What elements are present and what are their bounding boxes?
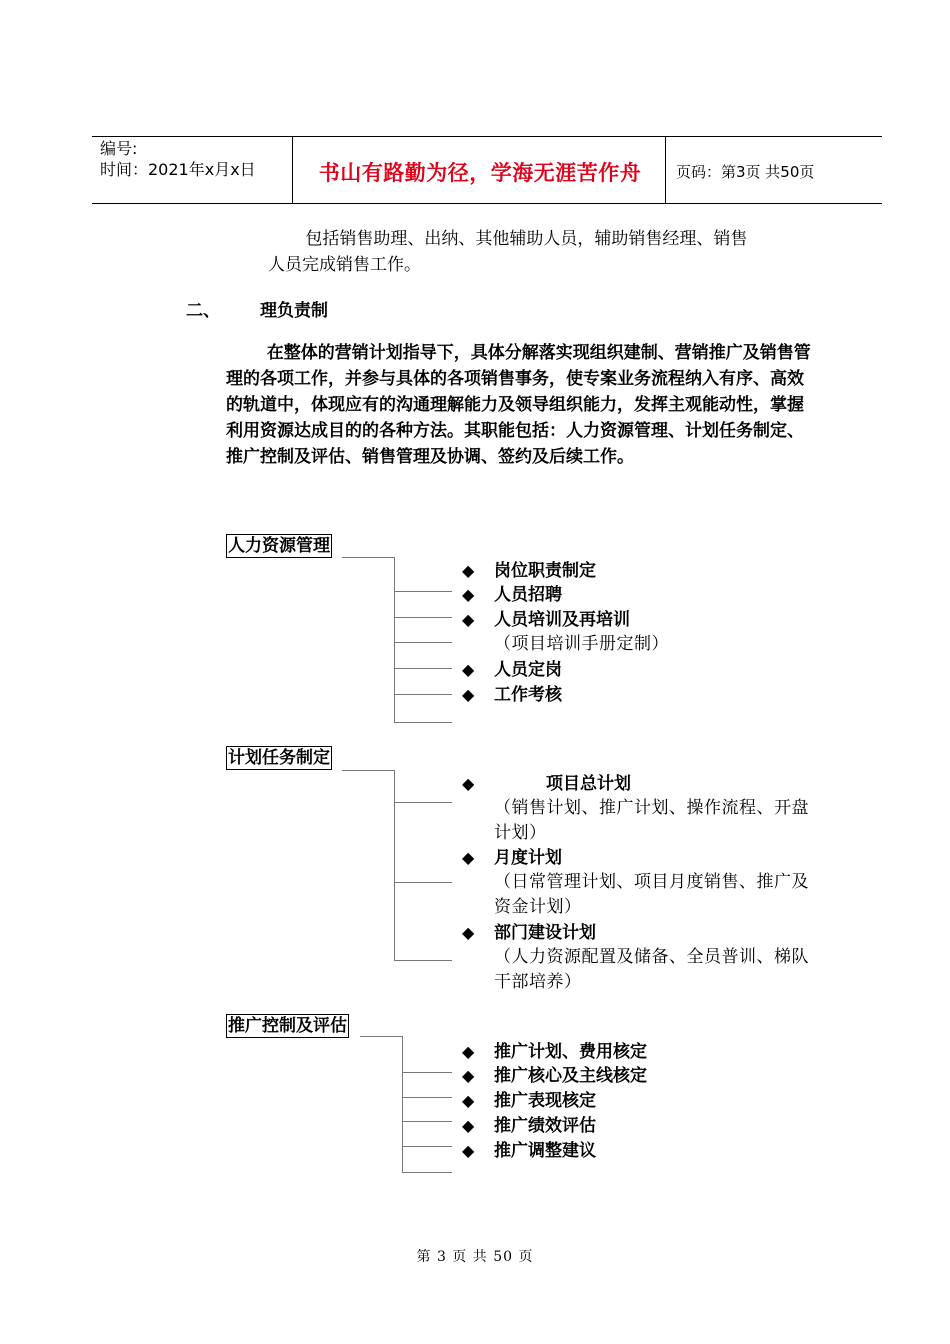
list-item: ◆ 推广核心及主线核定 <box>462 1063 647 1089</box>
diamond-bullet-icon: ◆ <box>462 585 475 604</box>
diamond-bullet-icon: ◆ <box>462 1042 475 1061</box>
tree-branch <box>394 591 452 592</box>
diamond-bullet-icon: ◆ <box>462 848 475 867</box>
list-item: ◆ 工作考核 <box>462 682 562 708</box>
diamond-bullet-icon: ◆ <box>462 923 475 942</box>
list-item: ◆ 人员定岗 <box>462 657 562 683</box>
header-divider-left <box>292 136 293 204</box>
diamond-bullet-icon: ◆ <box>462 660 475 679</box>
diamond-bullet-icon: ◆ <box>462 1141 475 1160</box>
item-note: （项目培训手册定制） <box>494 634 669 654</box>
list-item: ◆ 岗位职责制定 <box>462 558 596 584</box>
tree-branch <box>394 802 452 803</box>
tree-branch <box>402 1097 452 1098</box>
list-item: ◆ 月度计划 <box>462 845 562 871</box>
header-bottom-rule <box>92 203 882 204</box>
tree-branch <box>402 1121 452 1122</box>
diamond-bullet-icon: ◆ <box>462 610 475 629</box>
group-title-planning: 计划任务制定 <box>228 748 330 768</box>
item-note: （人力资源配置及储备、全员普训、梯队干部培养） <box>494 947 809 992</box>
tree-connector <box>342 770 394 771</box>
intro-line-2: 人员完成销售工作。 <box>268 255 421 275</box>
list-item: ◆ 推广绩效评估 <box>462 1113 596 1139</box>
list-item: ◆ 推广调整建议 <box>462 1138 596 1164</box>
tree-branch <box>394 960 452 961</box>
header-motto: 书山有路勤为径，学海无涯苦作舟 <box>318 160 642 185</box>
list-item: ◆ 人员培训及再培训 <box>462 607 630 633</box>
serial-label: 编号: <box>100 139 138 158</box>
item-note: （销售计划、推广计划、操作流程、开盘计划） <box>494 798 809 843</box>
tree-branch <box>402 1072 452 1073</box>
tree-trunk <box>394 770 395 960</box>
tree-branch <box>402 1172 452 1173</box>
intro-paragraph <box>268 226 816 278</box>
list-item: ◆ 人员招聘 <box>462 582 562 608</box>
group-title-hr: 人力资源管理 <box>228 536 330 556</box>
list-item: ◆ 项目总计划 <box>462 771 631 797</box>
section-number: 二、 <box>186 301 220 321</box>
list-item: ◆ 推广表现核定 <box>462 1088 596 1114</box>
tree-branch <box>402 1146 452 1147</box>
tree-branch <box>394 882 452 883</box>
header-top-rule <box>92 136 882 137</box>
tree-connector <box>342 557 394 558</box>
header-meta <box>100 138 256 180</box>
group-title-promotion: 推广控制及评估 <box>228 1016 347 1036</box>
header-page-info: 页码：第3页 共50页 <box>676 163 815 181</box>
diamond-bullet-icon: ◆ <box>462 1116 475 1135</box>
time-label: 时间：2021年x月x日 <box>100 160 256 179</box>
diamond-bullet-icon: ◆ <box>462 685 475 704</box>
tree-branch <box>394 617 452 618</box>
tree-branch <box>394 668 452 669</box>
page-footer: 第 3 页 共 50 页 <box>416 1249 534 1265</box>
tree-trunk <box>402 1036 403 1172</box>
tree-branch <box>394 642 452 643</box>
tree-connector <box>360 1036 402 1037</box>
section-title: 理负责制 <box>260 301 328 321</box>
tree-branch <box>394 722 452 723</box>
diamond-bullet-icon: ◆ <box>462 1066 475 1085</box>
intro-line-1: 包括销售助理、出纳、其他辅助人员，辅助销售经理、销售 <box>305 229 748 249</box>
header-divider-right <box>665 136 666 204</box>
tree-trunk <box>394 557 395 722</box>
list-item: ◆ 部门建设计划 <box>462 920 596 946</box>
diamond-bullet-icon: ◆ <box>462 774 475 793</box>
diamond-bullet-icon: ◆ <box>462 1091 475 1110</box>
main-paragraph: 在整体的营销计划指导下，具体分解落实现组织建制、营销推广及销售管理的各项工作，并参与具体的各项销售事务，使专案业务流程纳入有序、高效的轨道中，体现应有的沟通理解能力及领导组织能力，发挥主观能动性，掌握利用资源达成目的的各种方法。其职能包括：人力资源管理、计划任务制定、推广控制及评估、销售管理及协调、签约及后续工作。 <box>226 343 811 467</box>
diamond-bullet-icon: ◆ <box>462 561 475 580</box>
list-item: ◆ 推广计划、费用核定 <box>462 1039 647 1065</box>
item-note: （日常管理计划、项目月度销售、推广及资金计划） <box>494 872 809 917</box>
tree-branch <box>394 694 452 695</box>
